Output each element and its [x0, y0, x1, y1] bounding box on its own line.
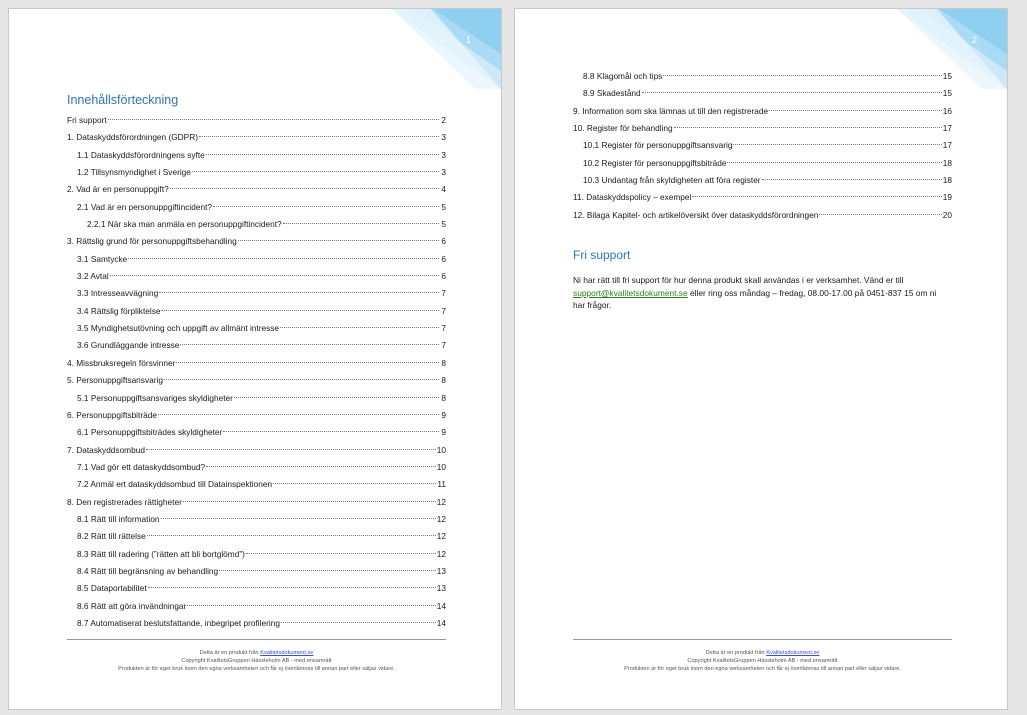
toc-entry-title: 8.3 Rätt till radering (”rätten att bli bortglömd”) — [77, 548, 245, 559]
toc-entry-page: 7 — [441, 323, 446, 334]
toc-entry[interactable] — [573, 207, 952, 224]
toc-entry-page: 18 — [942, 157, 952, 168]
toc-leader-dots — [642, 92, 942, 93]
toc-entry[interactable] — [67, 511, 446, 528]
table-of-contents-continued — [573, 68, 952, 224]
toc-leader-dots — [192, 171, 439, 172]
support-email-link[interactable]: support@kvalitetsdokument.se — [573, 287, 688, 298]
toc-entry[interactable] — [573, 120, 952, 137]
toc-entry-page: 14 — [436, 617, 446, 628]
toc-entry-title: 7. Dataskyddsombud — [67, 444, 145, 455]
toc-entry[interactable] — [67, 285, 446, 302]
footer-line1-prefix: Detta är en produkt från — [705, 650, 767, 656]
toc-leader-dots — [762, 179, 942, 180]
toc-entry-page: 17 — [942, 123, 952, 134]
document-page-1 — [8, 8, 502, 710]
toc-entry-page: 13 — [436, 565, 446, 576]
toc-leader-dots — [727, 162, 941, 163]
footer-copyright: Copyright KvalitetsGruppen Hässleholm AB - med ensamrätt — [181, 658, 332, 664]
toc-entry-title: 5. Personuppgiftsansvarig — [67, 375, 163, 386]
toc-entry[interactable] — [573, 137, 952, 154]
table-of-contents — [67, 112, 446, 632]
toc-entry[interactable] — [67, 355, 446, 372]
toc-entry[interactable] — [67, 407, 446, 424]
toc-entry-title: 2.1 Vad är en personuppgiftincident? — [77, 201, 212, 212]
toc-leader-dots — [128, 258, 439, 259]
toc-leader-dots — [108, 119, 439, 120]
toc-entry[interactable] — [67, 164, 446, 181]
toc-entry[interactable] — [67, 251, 446, 268]
footer-line1-prefix: Detta är en produkt från — [199, 650, 261, 656]
toc-leader-dots — [281, 622, 436, 623]
toc-entry-title: 10. Register för behandling — [573, 123, 673, 134]
toc-entry[interactable] — [67, 459, 446, 476]
toc-leader-dots — [187, 605, 435, 606]
toc-entry-page: 11 — [437, 479, 446, 490]
toc-entry[interactable] — [67, 442, 446, 459]
toc-entry[interactable] — [67, 546, 446, 563]
toc-entry-title: 7.1 Vad gör ett dataskyddsombud? — [77, 461, 206, 472]
footer-usage-notice: Produkten är för eget bruk inom den egna verksamheten och får ej överlämnas till annan part eller säljas vidare. — [118, 666, 395, 672]
toc-entry[interactable] — [67, 580, 446, 597]
toc-entry[interactable] — [67, 615, 446, 632]
toc-entry-title: 10.3 Undantag från skyldigheten att föra register — [583, 175, 761, 186]
toc-entry-page: 3 — [441, 132, 446, 143]
toc-leader-dots — [164, 379, 439, 380]
toc-leader-dots — [234, 397, 439, 398]
toc-entry-title: 10.1 Register för personuppgiftsansvarig — [583, 140, 733, 151]
page-footer — [67, 649, 446, 673]
toc-entry-page: 8 — [441, 357, 446, 368]
toc-entry-page: 8 — [441, 392, 446, 403]
toc-entry-title: 8.7 Automatiserat beslutsfattande, inbegripet profilering — [77, 617, 280, 628]
toc-leader-dots — [223, 431, 439, 432]
toc-entry[interactable] — [67, 563, 446, 580]
toc-entry-page: 7 — [441, 305, 446, 316]
toc-leader-dots — [283, 223, 439, 224]
toc-entry[interactable] — [67, 476, 446, 493]
toc-entry-title: 8.5 Dataportabilitet — [77, 583, 147, 594]
document-page-2 — [514, 8, 1008, 710]
toc-entry-title: 8.1 Rätt till information — [77, 513, 160, 524]
toc-entry[interactable] — [573, 103, 952, 120]
toc-entry[interactable] — [67, 181, 446, 198]
toc-entry-page: 7 — [441, 288, 446, 299]
toc-entry-title: 7.2 Anmäl ert dataskyddsombud till Datainspektionen — [77, 479, 273, 490]
toc-leader-dots — [159, 292, 439, 293]
toc-entry-page: 9 — [441, 409, 446, 420]
toc-entry-title: 3.5 Myndighetsutövning och uppgift av allmänt intresse — [77, 323, 280, 334]
toc-entry-title: Fri support — [67, 115, 107, 125]
toc-entry-title: 6. Personuppgiftsbiträde — [67, 409, 157, 420]
toc-leader-dots — [219, 570, 436, 571]
toc-entry[interactable] — [67, 303, 446, 320]
toc-leader-dots — [161, 310, 439, 311]
toc-leader-dots — [663, 75, 941, 76]
toc-entry[interactable] — [573, 85, 952, 102]
footer-divider — [573, 639, 952, 640]
toc-entry[interactable] — [67, 598, 446, 615]
toc-entry-title: 8. Den registrerades rättigheter — [67, 496, 182, 507]
toc-entry[interactable] — [67, 199, 446, 216]
toc-entry-page: 12 — [436, 531, 446, 542]
toc-entry[interactable] — [67, 112, 446, 129]
toc-entry-page: 20 — [942, 209, 952, 220]
toc-entry-page: 10 — [436, 444, 446, 455]
toc-leader-dots — [819, 214, 941, 215]
toc-entry-page: 13 — [436, 583, 446, 594]
toc-entry-title: 1.2 Tillsynsmyndighet i Sverige — [77, 167, 191, 178]
toc-entry-page: 12 — [436, 496, 446, 507]
toc-title: Innehållsförteckning — [67, 93, 179, 107]
toc-entry-title: 8.6 Rätt att göra invändningar — [77, 600, 187, 611]
support-heading: Fri support — [573, 248, 631, 262]
toc-leader-dots — [180, 344, 439, 345]
toc-entry[interactable] — [67, 216, 446, 233]
toc-entry[interactable] — [67, 320, 446, 337]
toc-entry-title: 3.3 Intresseavvägning — [77, 288, 159, 299]
toc-entry-page: 6 — [441, 236, 446, 247]
toc-entry-page: 19 — [942, 192, 952, 203]
page-number: 1 — [465, 35, 471, 45]
toc-leader-dots — [146, 449, 436, 450]
toc-entry-page: 4 — [441, 184, 446, 195]
page-footer — [573, 649, 952, 673]
toc-entry-title: 1. Dataskyddsförordningen (GDPR) — [67, 132, 198, 143]
toc-entry-title: 8.9 Skadestånd — [583, 88, 641, 99]
toc-entry[interactable] — [67, 129, 446, 146]
toc-leader-dots — [206, 466, 436, 467]
toc-leader-dots — [206, 154, 439, 155]
toc-entry-page: 16 — [942, 105, 952, 116]
toc-leader-dots — [148, 587, 436, 588]
toc-leader-dots — [183, 501, 436, 502]
toc-entry-page: 6 — [441, 271, 446, 282]
toc-entry-page: 6 — [441, 253, 446, 264]
toc-entry-title: 2.2.1 När ska man anmäla en personuppgiftincident? — [87, 219, 282, 230]
toc-leader-dots — [213, 206, 439, 207]
toc-leader-dots — [769, 110, 942, 111]
toc-leader-dots — [147, 535, 436, 536]
toc-entry-title: 1.1 Dataskyddsförordningens syfte — [77, 149, 205, 160]
toc-leader-dots — [733, 144, 941, 145]
toc-leader-dots — [176, 362, 439, 363]
toc-leader-dots — [246, 553, 436, 554]
toc-entry-page: 9 — [441, 427, 446, 438]
toc-entry-page: 7 — [441, 340, 446, 351]
toc-entry-title: 3. Rättslig grund för personuppgiftsbehandling — [67, 236, 237, 247]
toc-entry-page: 5 — [441, 201, 446, 212]
toc-entry-title: 3.6 Grundläggande intresse — [77, 340, 180, 351]
toc-entry-page: 2 — [441, 115, 446, 125]
toc-entry[interactable] — [67, 424, 446, 441]
toc-leader-dots — [110, 275, 439, 276]
toc-entry-title: 12. Bilaga Kapitel- och artikelöversikt över dataskyddsförordningen — [573, 209, 819, 220]
toc-entry-title: 3.1 Samtycke — [77, 253, 128, 264]
toc-leader-dots — [161, 518, 436, 519]
toc-entry-title: 2. Vad är en personuppgift? — [67, 184, 169, 195]
toc-entry-page: 14 — [436, 600, 446, 611]
toc-entry[interactable] — [573, 155, 952, 172]
footer-usage-notice: Produkten är för eget bruk inom den egna verksamheten och får ej överlämnas till annan part eller säljas vidare. — [624, 666, 901, 672]
toc-entry[interactable] — [573, 172, 952, 189]
toc-entry-title: 8.4 Rätt till begränsning av behandling — [77, 565, 219, 576]
toc-entry[interactable] — [67, 268, 446, 285]
toc-leader-dots — [692, 196, 941, 197]
toc-leader-dots — [273, 483, 436, 484]
toc-entry-page: 3 — [441, 149, 446, 160]
toc-entry-title: 6.1 Personuppgiftsbiträdes skyldigheter — [77, 427, 223, 438]
toc-entry-page: 17 — [942, 140, 952, 151]
toc-entry-page: 18 — [942, 175, 952, 186]
toc-entry-page: 10 — [436, 461, 446, 472]
toc-entry-title: 11. Dataskyddspolicy – exempel — [573, 192, 692, 203]
toc-entry-title: 3.2 Avtal — [77, 271, 109, 282]
toc-leader-dots — [170, 188, 439, 189]
toc-entry-title: 8.8 Klagomål och tips — [583, 71, 663, 81]
toc-entry[interactable] — [67, 390, 446, 407]
toc-entry-page: 5 — [441, 219, 446, 230]
toc-entry-title: 10.2 Register för personuppgiftsbiträde — [583, 157, 727, 168]
toc-entry[interactable] — [573, 68, 952, 85]
toc-leader-dots — [158, 414, 439, 415]
page-corner-decoration — [391, 9, 501, 89]
toc-leader-dots — [674, 127, 942, 128]
toc-entry[interactable] — [573, 189, 952, 206]
toc-entry[interactable] — [67, 528, 446, 545]
toc-entry-title: 3.4 Rättslig förpliktelse — [77, 305, 161, 316]
toc-entry[interactable] — [67, 337, 446, 354]
toc-entry-title: 4. Missbruksregeln försvinner — [67, 357, 176, 368]
toc-entry-title: 9. Information som ska lämnas ut till den registrerade — [573, 105, 769, 116]
toc-leader-dots — [238, 240, 439, 241]
toc-entry-title: 5.1 Personuppgiftsansvariges skyldigheter — [77, 392, 233, 403]
support-text-after: eller ring oss måndag – fredag, 08.00-17.00 på 0451-837 15 om ni har frågor. — [573, 287, 937, 311]
toc-entry-page: 3 — [441, 167, 446, 178]
support-text-before: Ni har rätt till fri support för hur denna produkt skall användas i er verksamhet. Vänd er till — [573, 275, 904, 286]
footer-divider — [67, 639, 446, 640]
toc-entry[interactable] — [67, 147, 446, 164]
footer-link[interactable]: Kvalitetsdokument.se — [260, 650, 314, 656]
support-paragraph — [573, 274, 945, 312]
toc-entry[interactable] — [67, 372, 446, 389]
footer-link[interactable]: Kvalitetsdokument.se — [766, 650, 820, 656]
toc-entry-page: 8 — [441, 375, 446, 386]
toc-entry[interactable] — [67, 233, 446, 250]
toc-entry-page: 12 — [436, 548, 446, 559]
toc-entry-page: 15 — [942, 71, 952, 81]
footer-copyright: Copyright KvalitetsGruppen Hässleholm AB - med ensamrätt — [687, 658, 838, 664]
page-number: 2 — [971, 35, 977, 45]
toc-entry-title: 8.2 Rätt till rättelse — [77, 531, 146, 542]
toc-leader-dots — [199, 136, 439, 137]
toc-entry[interactable] — [67, 494, 446, 511]
toc-leader-dots — [280, 327, 439, 328]
toc-entry-page: 15 — [942, 88, 952, 99]
toc-entry-page: 12 — [436, 513, 446, 524]
